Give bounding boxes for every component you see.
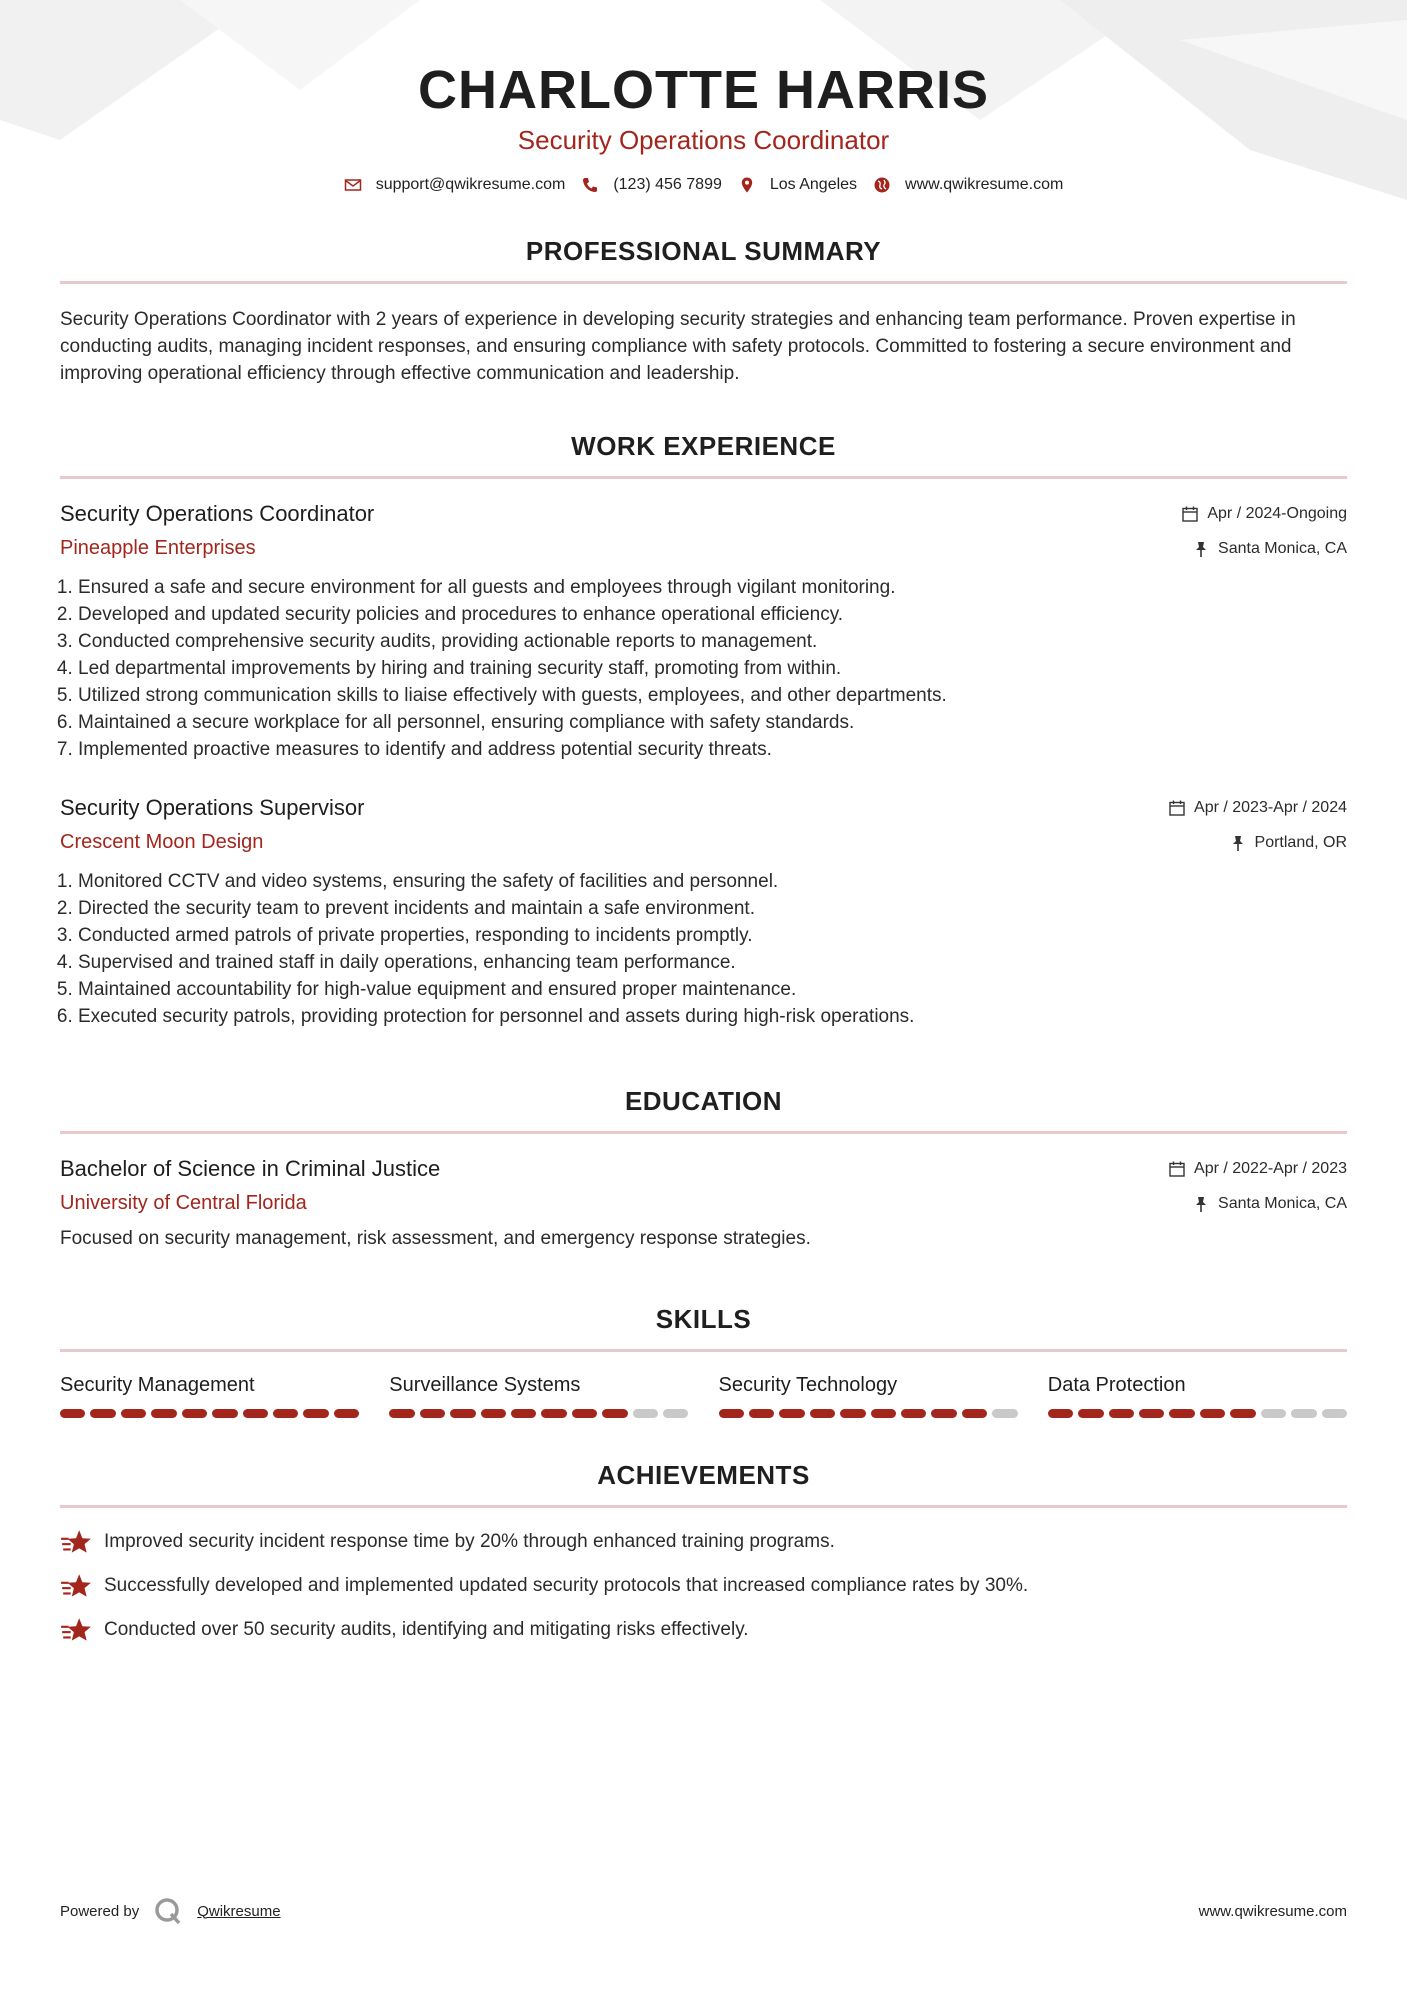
contact-location [738,176,857,194]
list-item: 6. Executed security patrols, providing protection for personnel and assets during high-risk operations. [78,1003,1347,1030]
job-date-text: Apr / 2023-Apr / 2024 [1194,799,1347,816]
rating-segment [273,1409,298,1418]
skill-name: Security Management [60,1374,255,1396]
job-date [1168,799,1347,817]
star-award-icon [60,1617,92,1643]
achievements-heading: ACHIEVEMENTS [60,1460,1347,1508]
calendar-icon [1181,505,1199,523]
rating-segment [151,1409,176,1418]
list-item: 3. Conducted armed patrols of private properties, responding to incidents promptly. [78,922,1347,949]
education-date-text: Apr / 2022-Apr / 2023 [1194,1160,1347,1177]
rating-segment [121,1409,146,1418]
contact-website[interactable] [873,176,1063,194]
phone-text: (123) 456 7899 [613,176,722,193]
education-heading: EDUCATION [60,1086,1347,1134]
rating-segment [572,1409,597,1418]
rating-segment [334,1409,359,1418]
rating-segment [1200,1409,1225,1418]
rating-segment [541,1409,566,1418]
education-location [1192,1195,1347,1213]
rating-segment [1109,1409,1134,1418]
list-item: 5. Maintained accountability for high-value equipment and ensured proper maintenance. [78,976,1347,1003]
achievement-text: Successfully developed and implemented updated security protocols that increased compliance rates by 30%. [104,1575,1029,1596]
brand-link[interactable]: Qwikresume [197,1902,281,1920]
skill-rating-bar [1048,1409,1347,1418]
rating-segment [1291,1409,1316,1418]
achievement-item [60,1528,1347,1555]
map-pin-icon [738,176,756,194]
rating-segment [779,1409,804,1418]
list-item: 6. Maintained a secure workplace for all personnel, ensuring compliance with safety standards. [78,709,1347,736]
website-text: www.qwikresume.com [905,176,1064,193]
job-entry [60,795,1347,1030]
rating-segment [931,1409,956,1418]
rating-segment [511,1409,536,1418]
job-location-text: Santa Monica, CA [1218,539,1347,557]
job-location-text: Portland, OR [1254,833,1347,851]
rating-segment [962,1409,987,1418]
rating-segment [243,1409,268,1418]
job-title: Security Operations Coordinator [60,501,375,526]
school-name: University of Central Florida [60,1192,307,1214]
list-item: 5. Utilized strong communication skills to liaise effectively with guests, employees, and other departments. [78,682,1347,709]
skill-name: Surveillance Systems [389,1374,581,1396]
rating-segment [450,1409,475,1418]
list-item: 3. Conducted comprehensive security audits, providing actionable reports to management. [78,628,1347,655]
education-entry [60,1156,1347,1252]
job-date [1181,505,1347,523]
job-entry [60,501,1347,763]
achievement-text: Conducted over 50 security audits, identifying and mitigating risks effectively. [104,1619,749,1640]
achievement-item [60,1616,1347,1643]
pushpin-icon [1192,540,1210,558]
job-title: Security Operations Supervisor [60,795,365,820]
rating-segment [901,1409,926,1418]
education-location-text: Santa Monica, CA [1218,1194,1347,1212]
rating-segment [1261,1409,1286,1418]
rating-segment [1230,1409,1255,1418]
company-name: Crescent Moon Design [60,831,264,853]
list-item: 4. Supervised and trained staff in daily operations, enhancing team performance. [78,949,1347,976]
rating-segment [389,1409,414,1418]
experience-section [60,431,1347,1030]
skill-rating-bar [719,1409,1018,1418]
candidate-title: Security Operations Coordinator [517,125,890,155]
skill-rating-bar [389,1409,688,1418]
rating-segment [871,1409,896,1418]
rating-segment [1139,1409,1164,1418]
summary-heading: PROFESSIONAL SUMMARY [60,236,1347,284]
summary-text: Security Operations Coordinator with 2 years of experience in developing security strategies and enhancing team performance. Proven expertise in conducting audits, managing incident responses, and ensuring compliance with safety protocols. Committed to fostering a secure environment and improving operational efficiency through effective communication and leadership. [60,309,1296,384]
candidate-name: CHARLOTTE HARRIS [418,60,989,120]
powered-by [60,1896,281,1926]
education-date [1168,1160,1347,1178]
contact-email[interactable] [344,176,566,194]
list-item: 2. Developed and updated security policies and procedures to enhance operational efficiency. [78,601,1347,628]
location-text: Los Angeles [769,176,858,193]
rating-segment [303,1409,328,1418]
envelope-icon [344,176,362,194]
footer-website[interactable]: www.qwikresume.com [1198,1902,1347,1920]
skill-item [389,1374,688,1418]
resume-header [60,0,1347,194]
achievements-section [60,1460,1347,1643]
skills-section [60,1304,1347,1418]
summary-section [60,236,1347,387]
experience-heading: WORK EXPERIENCE [60,431,1347,479]
skill-item [60,1374,359,1418]
powered-by-label: Powered by [60,1902,140,1920]
rating-segment [182,1409,207,1418]
email-text: support@qwikresume.com [375,176,566,193]
contact-bar [60,176,1347,194]
skills-heading: SKILLS [60,1304,1347,1352]
skill-rating-bar [60,1409,359,1418]
list-item: 2. Directed the security team to prevent incidents and maintain a safe environment. [78,895,1347,922]
pushpin-icon [1229,834,1247,852]
job-location [1192,540,1347,558]
job-date-text: Apr / 2024-Ongoing [1207,505,1347,522]
calendar-icon [1168,1160,1186,1178]
skill-item [719,1374,1018,1418]
rating-segment [60,1409,85,1418]
rating-segment [212,1409,237,1418]
rating-segment [90,1409,115,1418]
job-location [1229,834,1347,852]
rating-segment [719,1409,744,1418]
calendar-icon [1168,799,1186,817]
rating-segment [1322,1409,1347,1418]
rating-segment [1169,1409,1194,1418]
job-bullets [60,574,1347,763]
skill-name: Data Protection [1047,1374,1186,1396]
rating-segment [663,1409,688,1418]
education-section [60,1086,1347,1252]
rating-segment [481,1409,506,1418]
page-footer [60,1896,1347,1926]
contact-phone[interactable] [581,176,722,194]
rating-segment [749,1409,774,1418]
rating-segment [1078,1409,1103,1418]
pushpin-icon [1192,1195,1210,1213]
achievement-item [60,1572,1347,1599]
list-item: 1. Monitored CCTV and video systems, ensuring the safety of facilities and personnel. [78,868,1347,895]
list-item: 7. Implemented proactive measures to identify and address potential security threats. [78,736,1347,763]
qwikresume-logo-icon [153,1896,183,1926]
phone-icon [581,176,599,194]
star-award-icon [60,1573,92,1599]
list-item: 4. Led departmental improvements by hiring and training security staff, promoting from within. [78,655,1347,682]
rating-segment [992,1409,1017,1418]
globe-icon [873,176,891,194]
rating-segment [810,1409,835,1418]
rating-segment [602,1409,627,1418]
company-name: Pineapple Enterprises [60,537,256,559]
star-award-icon [60,1529,92,1555]
skills-list [60,1374,1347,1418]
skill-item [1048,1374,1347,1418]
achievement-text: Improved security incident response time by 20% through enhanced training programs. [104,1531,835,1552]
list-item: 1. Ensured a safe and secure environment for all guests and employees through vigilant monitoring. [78,574,1347,601]
skill-name: Security Technology [718,1374,898,1396]
rating-segment [420,1409,445,1418]
degree-title: Bachelor of Science in Criminal Justice [60,1156,441,1181]
rating-segment [840,1409,865,1418]
rating-segment [1048,1409,1073,1418]
rating-segment [633,1409,658,1418]
education-description: Focused on security management, risk assessment, and emergency response strategies. [60,1228,811,1249]
job-bullets [60,868,1347,1030]
